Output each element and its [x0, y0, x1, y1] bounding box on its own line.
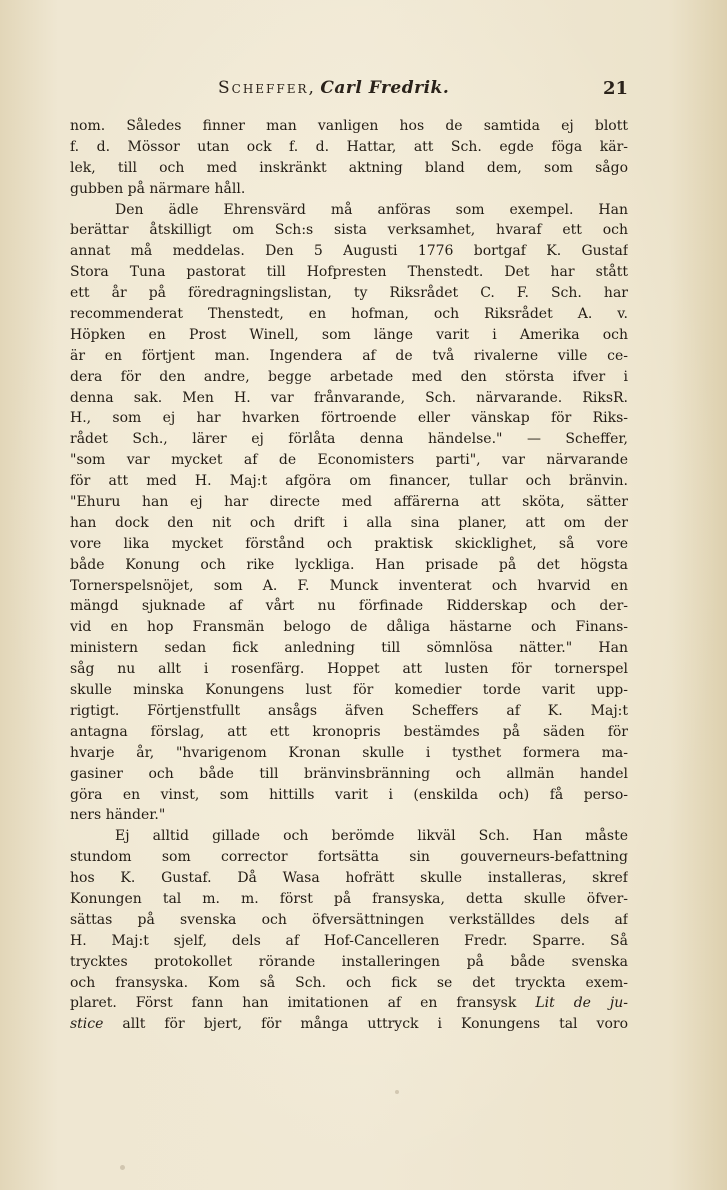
page-number: 21	[602, 78, 628, 99]
text-line: Höpken en Prost Winell, som länge varit i Amerika och	[70, 326, 628, 343]
text-line: f. d. Mössor utan ock f. d. Hattar, att Sch. egde föga kär-	[70, 138, 628, 155]
page-header	[70, 78, 628, 104]
text-line: ministern sedan fick anledning till sömnlösa nätter." Han	[70, 640, 628, 657]
text-space	[516, 995, 535, 1011]
body-text	[70, 116, 628, 1035]
text-line: skulle minska Konungens lust för komedier torde varit upp-	[70, 682, 628, 699]
text-line-with-italic	[70, 1014, 628, 1035]
paper-speck	[395, 1090, 399, 1094]
text-line: annat må meddelas. Den 5 Augusti 1776 bortgaf K. Gustaf	[70, 243, 628, 260]
text-line: Stora Tuna pastorat till Hofpresten Thenstedt. Det har stått	[70, 264, 628, 281]
text-line: för att med H. Maj:t afgöra om financer, tullar och bränvin.	[70, 473, 628, 490]
text-fragment: plaret. Först fann han imitationen af en fransysk	[70, 995, 517, 1012]
text-line: "som var mycket af de Economisters parti", var närvarande	[70, 452, 628, 469]
text-line: Tornerspelsnöjet, som A. F. Munck inventerat och hvarvid en	[70, 577, 628, 594]
text-line: sättas på svenska och öfversättningen verkställdes dels af	[70, 911, 628, 928]
text-line: H., som ej har hvarken förtroende eller vänskap för Riks-	[70, 410, 628, 427]
text-line: nom. Således finner man vanligen hos de samtida ej blott	[70, 118, 628, 134]
text-line: "Ehuru han ej har directe med affärerna att sköta, sätter	[70, 494, 628, 511]
text-line: lek, till och med inskränkt aktning bland dem, som sågo	[70, 159, 628, 176]
text-line: recommenderat Thenstedt, en hofman, och Riksrådet A. v.	[70, 306, 628, 323]
text-fragment: allt för bjert, för många uttryck i Konungens tal voro	[103, 1016, 628, 1033]
running-head-given-name: Carl Fredrik.	[320, 78, 450, 98]
text-line: gubben på närmare håll.	[70, 180, 246, 197]
text-line: göra en vinst, som hittills varit i (enskilda och) få perso-	[70, 786, 628, 803]
text-line: såg nu allt i rosenfärg. Hoppet att lusten för tornerspel	[70, 661, 628, 678]
text-line: berättar åtskilligt om Sch:s sista verksamhet, hvaraf ett och	[70, 222, 628, 239]
paper-speck	[120, 1165, 125, 1170]
text-line: han dock den nit och drift i alla sina planer, att om der	[70, 514, 628, 531]
italic-term-continued: stice	[70, 1016, 104, 1033]
text-line: gasiner och både till bränvinsbränning och allmän handel	[70, 765, 628, 782]
text-line: ners händer."	[70, 807, 166, 824]
paragraph-start-line: Den ädle Ehrensvärd må anföras som exempel. Han	[115, 201, 628, 218]
text-line: ett år på föredragningslistan, ty Riksrådet C. F. Sch. har	[70, 285, 628, 302]
text-line: denna sak. Men H. var frånvarande, Sch. närvarande. RiksR.	[70, 389, 628, 406]
text-line: hos K. Gustaf. Då Wasa hofrätt skulle installeras, skref	[70, 870, 628, 887]
paragraph-start-line: Ej alltid gillade och berömde likväl Sch. Han måste	[115, 828, 628, 845]
text-line: både Konung och rike lyckliga. Han prisade på det högsta	[70, 556, 628, 573]
text-line: trycktes protokollet rörande installeringen på både svenska	[70, 953, 628, 970]
text-line: och fransyska. Kom så Sch. och fick se det tryckta exem-	[70, 974, 628, 991]
running-head	[218, 78, 449, 98]
text-line: hvarje år, "hvarigenom Kronan skulle i tysthet formera ma-	[70, 744, 628, 761]
text-line: mängd sjuknade af vårt nu förfinade Ridderskap och der-	[70, 598, 628, 615]
text-line: vore lika mycket förstånd och praktisk skicklighet, så vore	[70, 535, 628, 552]
running-head-surname: Scheffer	[218, 78, 309, 98]
text-line: Konungen tal m. m. först på fransyska, detta skulle öfver-	[70, 890, 628, 907]
text-line: rådet Sch., lärer ej förlåta denna händelse." — Scheffer,	[70, 431, 628, 448]
text-line: stundom som corrector fortsätta sin gouverneurs-befattning	[70, 849, 628, 866]
text-line: är en förtjent man. Ingendera af de två rivalerne ville ce-	[70, 347, 628, 364]
italic-term: Lit de ju-	[535, 995, 628, 1012]
text-line-with-italic	[70, 993, 628, 1014]
text-line: dera för den andre, begge arbetade med den största ifver i	[70, 368, 628, 385]
text-line: rigtigt. Förtjenstfullt ansågs äfven Scheffers af K. Maj:t	[70, 702, 628, 719]
text-line: antagna förslag, att ett kronopris bestämdes på säden för	[70, 723, 628, 740]
text-line: vid en hop Fransmän belogo de dåliga hästarne och Finans-	[70, 619, 628, 636]
text-line: H. Maj:t sjelf, dels af Hof-Cancelleren Fredr. Sparre. Så	[70, 932, 628, 949]
running-head-separator: ,	[308, 78, 321, 98]
